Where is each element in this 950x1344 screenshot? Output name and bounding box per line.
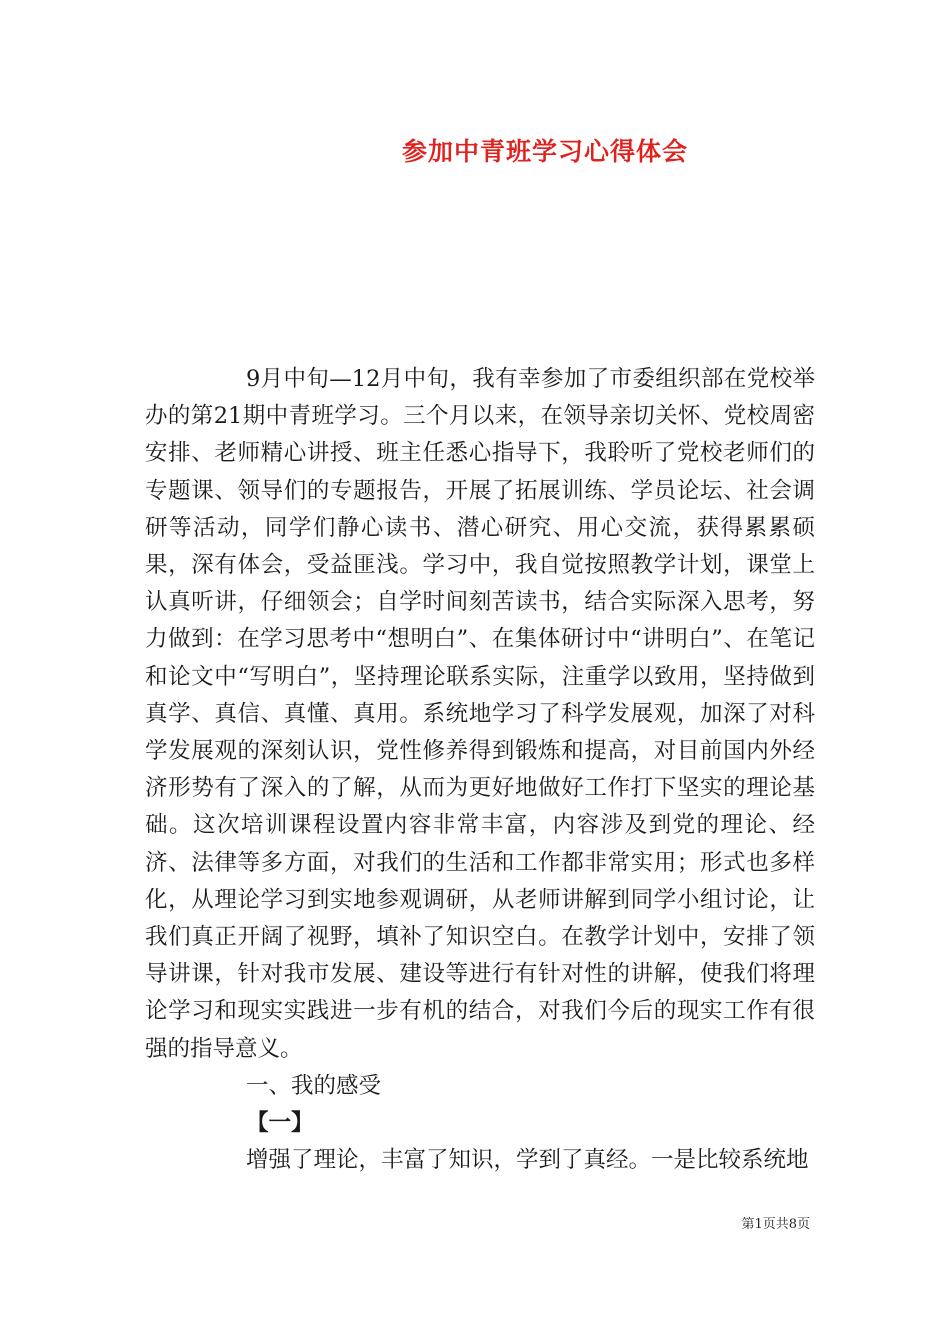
section-heading: 一、我的感受 (246, 1072, 382, 1099)
body-paragraph: 9月中旬—12月中旬，我有幸参加了市委组织部在党校举办的第21期中青班学习。三个月以来，在领导亲切关怀、党校周密安排、老师精心讲授、班主任悉心指导下，我聆听了党校老师们的专题课、领导们的专题报告，开展了拓展训练、学员论坛、社会调研等活动，同学们静心读书、潜心研究、用心交流，获得累累硕果，深有体会，受益匪浅。学习中，我自觉按照教学计划，课堂上认真听讲，仔细领会；自学时间刻苦读书，结合实际深入思考，努力做到：在学习思考中“想明白”、在集体研讨中“讲明白”、在笔记和论文中“写明白”，坚持理论联系实际，注重学以致用，坚持做到真学、真信、真懂、真用。系统地学习了科学发展观，加深了对科学发展观的深刻认识，党性修养得到锻炼和提高，对目前国内外经济形势有了深入的了解，从而为更好地做好工作打下坚实的理论基础。这次培训课程设置内容非常丰富，内容涉及到党的理论、经济、法律等多方面，对我们的生活和工作都非常实用；形式也多样化，从理论学习到实地参观调研，从老师讲解到同学小组讨论，让我们真正开阔了视野，填补了知识空白。在教学计划中，安排了领导讲课，针对我市发展、建设等进行有针对性的讲解，使我们将理论学习和现实实践进一步有机的结合，对我们今后的现实工作有很强的指导意义。 (145, 366, 815, 1062)
document-body (145, 361, 815, 1179)
page-number-footer: 第1页共8页 (741, 1217, 810, 1232)
body-paragraph: 增强了理论，丰富了知识，学到了真经。一是比较系统地 (246, 1147, 809, 1174)
bracket-label: 【一】 (246, 1110, 314, 1137)
document-title: 参加中青班学习心得体会 (401, 137, 688, 166)
